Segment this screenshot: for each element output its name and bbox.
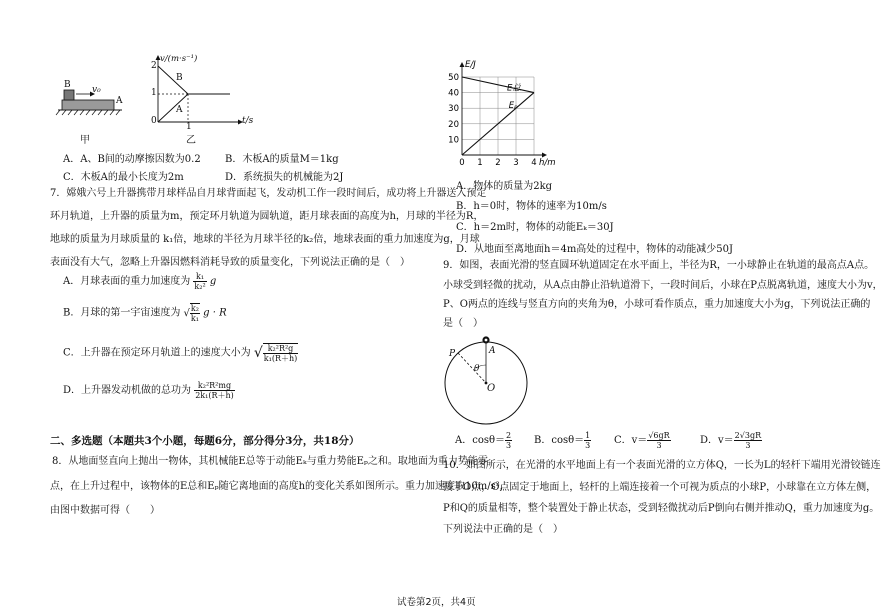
q8-line-2: 点，在上升过程中，该物体的E总和Eₚ随它离地面的高度h的变化关系如图所示。重力加速度取10m/s²， xyxy=(50,481,510,492)
sqrt-icon: √ xyxy=(183,307,190,319)
line-b xyxy=(158,66,188,94)
series-label-2: Eₚ xyxy=(508,101,518,112)
figure-yi-label: 乙 xyxy=(186,135,196,146)
q9-option-d[interactable]: D．v＝ $\frac{2√3gR}{3}$ xyxy=(700,431,762,450)
yi-line-a-label: A xyxy=(176,105,183,115)
q8-option-d[interactable]: D．从地面至离地面h＝4m高处的过程中，物体的动能减少50J xyxy=(456,244,734,255)
y-axis-arrow-icon xyxy=(460,62,465,67)
series-label-1: E总 xyxy=(507,83,521,94)
yi-ytick-0: 0 xyxy=(151,116,157,126)
q9-option-c[interactable]: C．v＝ $\frac{√6gR}{3}$ xyxy=(614,431,670,450)
ring-p-label: P xyxy=(449,349,456,359)
q7-line-1: 7．嫦娥六号上升器携带月球样品自月球背面起飞，发动机工作一段时间后，成功将上升器送入预定 xyxy=(50,188,487,199)
energy-height-chart xyxy=(440,50,556,175)
page-footer: 试卷第2页，共4页 xyxy=(397,597,476,608)
q9-option-b[interactable]: B．cosθ＝ $\frac{1}{3}$ xyxy=(534,431,591,450)
board-a xyxy=(62,100,114,110)
v0-label: v₀ xyxy=(92,85,101,95)
x-tick-label: 3 xyxy=(513,158,519,168)
section-2-heading: 二、多选题（本题共3个小题，每题6分，部分得分3分，共18分） xyxy=(50,435,360,447)
x-tick-label: 1 xyxy=(477,158,483,168)
sqrt-icon: √ xyxy=(253,345,263,361)
block-b-label: B xyxy=(64,80,71,90)
board-a-label: A xyxy=(116,96,123,106)
q10-line-3: P和Q的质量相等，整个装置处于静止状态，受到轻微扰动后P倒向右侧并推动Q，重力加速度为g。 xyxy=(443,503,880,514)
q7-option-b[interactable]: B．月球的第一宇宙速度为 √ $\frac{\text{k₂}}{\text{k₁}}$ g · R xyxy=(63,304,227,323)
q6-option-c[interactable]: C．木板A的最小长度为2m xyxy=(63,172,184,183)
figure-yi xyxy=(148,54,258,140)
q7-option-d[interactable]: D．上升器发动机做的总功为 $\frac{\text{k₂²R²mg}}{\text{2k₁(R＋h)}}$ xyxy=(63,381,234,400)
q10-line-4: 下列说法中正确的是（ ） xyxy=(443,524,563,535)
y-tick-label: 40 xyxy=(448,88,459,99)
q6-option-b[interactable]: B．木板A的质量M＝1kg xyxy=(225,154,339,165)
q7-option-a[interactable]: A．月球表面的重力加速度为 $\frac{\text{k₁}}{\text{k₂²}}$ g xyxy=(63,272,217,291)
q7-a-fraction: $\frac{\text{k₁}}{\text{k₂²}}$ xyxy=(194,272,206,291)
yi-xtick-1: 1 xyxy=(186,122,192,132)
q8-option-c[interactable]: C．h＝2m时，物体的动能Eₖ＝30J xyxy=(456,222,614,233)
q9-line-2: 小球受到轻微的扰动，从A点由静止沿轨道滑下，一段时间后，小球在P点脱离轨道，速度大小为v， xyxy=(443,280,883,291)
q10-line-1: 10．如图所示，在光滑的水平地面上有一个表面光滑的立方体Q，一长为L的轻杆下端用光滑铰链连 xyxy=(443,460,881,471)
figure-jia-label: 甲 xyxy=(80,135,90,146)
ring-a-label: A xyxy=(489,346,496,356)
q8-option-a[interactable]: A．物体的质量为2kg xyxy=(456,181,553,192)
q6-option-d[interactable]: D．系统损失的机械能为2J xyxy=(225,172,344,183)
y-tick-label: 20 xyxy=(448,119,459,130)
y-tick-label: 50 xyxy=(448,73,459,83)
x-axis-arrow-icon xyxy=(542,153,547,158)
ring-theta-label: θ xyxy=(474,364,480,374)
q7-d-fraction: $\frac{\text{k₂²R²mg}}{\text{2k₁(R＋h)}}$ xyxy=(195,381,234,400)
yi-xlabel: t/s xyxy=(242,116,254,126)
x-tick-label: 2 xyxy=(495,158,501,168)
yi-ytick-1: 1 xyxy=(151,88,157,98)
q7-line-4: 表面没有大气，忽略上升器因燃料消耗导致的质量变化，下列说法正确的是（ ） xyxy=(50,257,410,268)
y-tick-label: 30 xyxy=(448,104,459,115)
q7-option-c[interactable]: C．上升器在预定环月轨道上的速度大小为 √ $\frac{\text{k₂²R²g}}{\text{k₁(R＋h)}}$ xyxy=(63,344,298,363)
yi-ytick-2: 2 xyxy=(151,61,157,71)
q6-option-a[interactable]: A．A、B间的动摩擦因数为0.2 xyxy=(63,154,201,165)
q8-option-b[interactable]: B．h＝0时，物体的速率为10m/s xyxy=(456,201,607,212)
x-axis-label: h/m xyxy=(539,158,556,168)
q8-line-1: 8．从地面竖直向上抛出一物体，其机械能E总等于动能Eₖ与重力势能Eₚ之和。取地面为重力势能零 xyxy=(52,456,488,467)
yi-ylabel: v/(m·s⁻¹) xyxy=(160,54,198,64)
y-axis-label: E/J xyxy=(465,60,476,70)
q10-line-2: 接于O点，O点固定于地面上，轻杆的上端连接着一个可视为质点的小球P，小球靠在立方体左侧， xyxy=(443,482,877,493)
q9-line-1: 9．如图，表面光滑的竖直圆环轨道固定在水平面上，半径为R，一小球静止在轨道的最高点A点。 xyxy=(443,260,875,271)
ring-o-label: O xyxy=(487,383,496,394)
q7-b-fraction: $\frac{\text{k₂}}{\text{k₁}}$ xyxy=(190,304,199,323)
x-tick-label: 0 xyxy=(459,158,465,168)
q9-line-4: 是（ ） xyxy=(443,318,483,329)
yi-line-b-label: B xyxy=(176,73,183,83)
block-b xyxy=(64,90,74,100)
q9-option-a[interactable]: A．cosθ＝ $\frac{2}{3}$ xyxy=(455,431,512,450)
q7-line-3: 地球的质量为月球质量的 k₁倍，地球的半径为月球半径的k₂倍，地球表面的重力加速度为g，月球 xyxy=(50,234,480,245)
q9-line-3: P、O两点的连线与竖直方向的夹角为θ，小球可看作质点，重力加速度大小为g，下列说法正确的 xyxy=(443,299,871,310)
q7-c-fraction: $\frac{\text{k₂²R²g}}{\text{k₁(R＋h)}}$ xyxy=(263,344,298,363)
line-a xyxy=(158,94,188,122)
q8-line-3: 由图中数据可得（ ） xyxy=(50,505,160,516)
q7-line-2: 环月轨道，上升器的质量为m，预定环月轨道为圆轨道，距月球表面的高度为h，月球的半径为R， xyxy=(50,211,484,222)
y-tick-label: 10 xyxy=(448,135,459,146)
x-tick-label: 4 xyxy=(531,158,537,168)
